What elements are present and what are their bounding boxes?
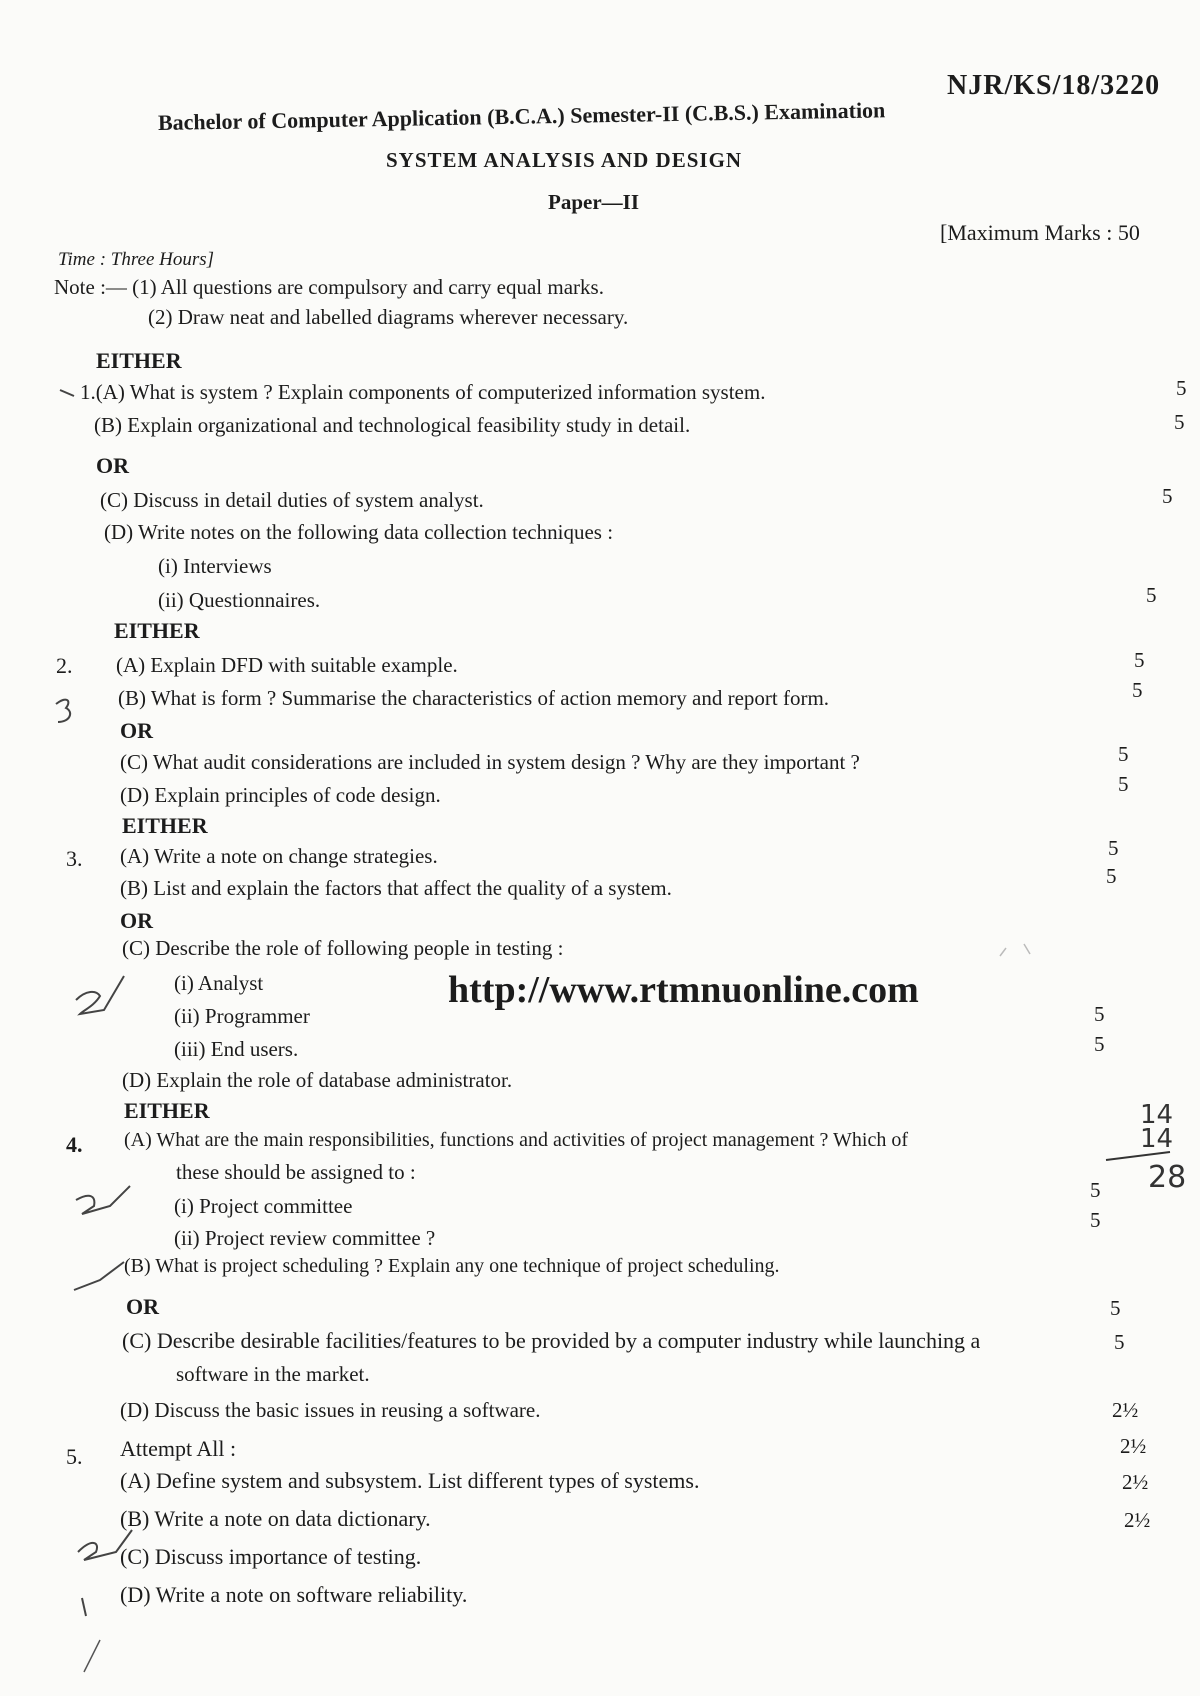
q3-b-marks: 5 — [1106, 864, 1117, 888]
q2-c: (C) What audit considerations are included in system design ? Why are they important ? — [120, 750, 860, 774]
q4-c-marks: 5 — [1110, 1296, 1121, 1320]
q2-either: EITHER — [114, 618, 200, 643]
q2-c-marks: 5 — [1118, 742, 1129, 766]
q4-d: (D) Discuss the basic issues in reusing a software. — [120, 1398, 541, 1422]
q1-d-marks: 5 — [1146, 583, 1157, 607]
q5-b: (B) Write a note on data dictionary. — [120, 1506, 431, 1531]
exam-title: Bachelor of Computer Application (B.C.A.) Semester-II (C.B.S.) Examination — [157, 97, 886, 135]
q2-a-marks: 5 — [1134, 648, 1145, 672]
q5-attempt-all: Attempt All : — [120, 1436, 237, 1461]
q1-a: 1.(A) What is system ? Explain components of computerized information system. — [80, 380, 766, 404]
q5-a-marks: 2½ — [1112, 1398, 1139, 1422]
q2-or: OR — [120, 718, 153, 743]
q5-d-marks: 2½ — [1124, 1508, 1151, 1532]
q4-b: (B) What is project scheduling ? Explain any one technique of project scheduling. — [124, 1255, 780, 1277]
q3-a: (A) Write a note on change strategies. — [120, 844, 438, 868]
q1-either: EITHER — [96, 348, 182, 373]
q3-a-marks: 5 — [1108, 836, 1119, 860]
q4-number: 4. — [66, 1132, 83, 1157]
handwritten-total: 28 — [1148, 1160, 1187, 1195]
watermark-url: http://www.rtmnuonline.com — [448, 969, 919, 1011]
note-1: Note :— (1) All questions are compulsory and carry equal marks. — [54, 275, 604, 299]
q2-d-marks: 5 — [1118, 772, 1129, 796]
q2-number: 2. — [56, 653, 73, 678]
q1-b: (B) Explain organizational and technological feasibility study in detail. — [94, 413, 691, 437]
q2-a: (A) Explain DFD with suitable example. — [116, 653, 458, 677]
handwritten-tally-top: 14 — [1140, 1100, 1174, 1130]
q4-c-cont: software in the market. — [176, 1362, 370, 1386]
q1-d: (D) Write notes on the following data collection techniques : — [104, 520, 614, 544]
q4-either: EITHER — [124, 1098, 210, 1123]
q3-c-ii: (ii) Programmer — [174, 1004, 310, 1028]
q3-d-marks: 5 — [1094, 1032, 1105, 1056]
q3-c-iii: (iii) End users. — [174, 1037, 299, 1061]
q4-b-marks: 5 — [1090, 1208, 1101, 1232]
q3-c-i: (i) Analyst — [174, 971, 264, 995]
q1-c: (C) Discuss in detail duties of system analyst. — [100, 488, 484, 512]
q4-a-marks: 5 — [1090, 1178, 1101, 1202]
q1-d-i: (i) Interviews — [158, 554, 272, 578]
q5-number: 5. — [66, 1444, 83, 1469]
handwritten-tally-mid: 14 — [1140, 1124, 1174, 1154]
q2-d: (D) Explain principles of code design. — [120, 783, 441, 807]
q5-d: (D) Write a note on software reliability. — [120, 1582, 468, 1607]
q1-or: OR — [96, 453, 129, 478]
q3-number: 3. — [66, 846, 83, 871]
q4-a: (A) What are the main responsibilities, functions and activities of project management ? Which of — [124, 1129, 909, 1151]
q1-b-marks: 5 — [1174, 410, 1185, 434]
q5-c-marks: 2½ — [1122, 1470, 1149, 1494]
q1-c-marks: 5 — [1162, 484, 1173, 508]
q2-b: (B) What is form ? Summarise the characteristics of action memory and report form. — [118, 686, 830, 710]
q4-a-ii: (ii) Project review committee ? — [174, 1226, 436, 1250]
q3-c: (C) Describe the role of following people in testing : — [122, 936, 564, 960]
q2-b-marks: 5 — [1132, 678, 1143, 702]
q3-c-marks: 5 — [1094, 1002, 1105, 1026]
maximum-marks: [Maximum Marks : 50 — [940, 220, 1140, 245]
note-2: (2) Draw neat and labelled diagrams wherever necessary. — [148, 305, 629, 329]
q1-d-ii: (ii) Questionnaires. — [158, 588, 321, 612]
q4-a-i: (i) Project committee — [174, 1194, 353, 1218]
q4-a-cont: these should be assigned to : — [176, 1160, 416, 1184]
q5-c: (C) Discuss importance of testing. — [120, 1544, 422, 1569]
q3-d: (D) Explain the role of database administrator. — [122, 1068, 513, 1092]
paper-number: Paper—II — [548, 190, 639, 214]
q3-or: OR — [120, 908, 153, 933]
q4-d-marks: 5 — [1114, 1330, 1125, 1354]
q4-c: (C) Describe desirable facilities/features to be provided by a computer industry while launching a — [122, 1328, 981, 1353]
q3-b: (B) List and explain the factors that affect the quality of a system. — [120, 876, 672, 900]
subject-title: SYSTEM ANALYSIS AND DESIGN — [386, 148, 743, 172]
q4-or: OR — [126, 1294, 159, 1319]
q5-a: (A) Define system and subsystem. List different types of systems. — [120, 1468, 700, 1493]
paper-code: NJR/KS/18/3220 — [947, 70, 1161, 101]
q3-either: EITHER — [122, 813, 208, 838]
q1-a-marks: 5 — [1176, 376, 1187, 400]
q5-b-marks: 2½ — [1120, 1434, 1147, 1458]
time-allowed: Time : Three Hours] — [58, 249, 215, 270]
